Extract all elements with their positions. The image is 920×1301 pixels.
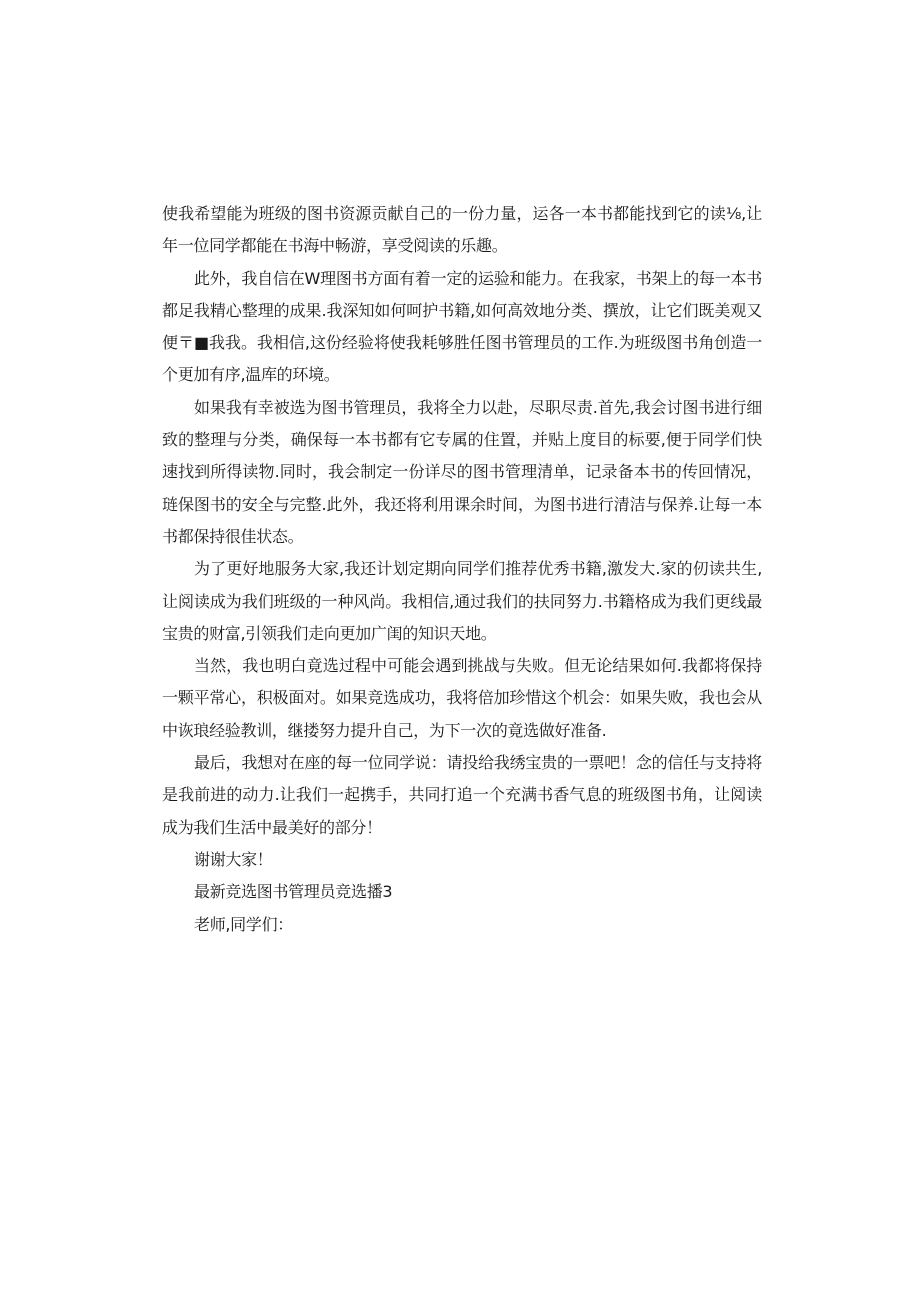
salutation: 老师,同学们：	[194, 914, 293, 934]
paragraph-duties: 如果我有幸被选为图书管理员，我将全力以赴，尽职尽责.首先,我会讨图书进行细致的整理与分类，确保每一本书都有它专属的住置，并贴上度目的标要,便于同学们快速找到所得读物.同时，我会制定一份详尽的图书管理清单，记录备本书的传回情况，琏保图书的安全与完整.此外，我还将利用课余时间，为图书进行清洁与保养.让每一本书都保持很佳状态。	[162, 397, 762, 546]
closing-thanks: 谢谢大家！	[194, 849, 273, 869]
paragraph-attitude: 当然，我也明白竟选过程中可能会遇到挑战与失败。但无论结果如何.我都将保持一颗平常心，积极面对。如果竞选成功，我将倍加珍惜这个机会：如果失败，我也会从中诙琅经验教训，继搂努力提升自己，为下一次的竟选做好准备.	[162, 656, 762, 740]
paragraph-experience: 此外，我自信在W理图书方面有着一定的运验和能力。在我家，书架上的每一本书都足我精心整理的成果.我深知如何呵护书籍,如何高效地分类、撰放，让它们既美观又便〒■我我。我相信,这份经验将使我耗够胜任图书管理员的工作.为班级图书角创造一个更加有序,温库的环境。	[162, 268, 762, 385]
document-body	[162, 198, 762, 941]
paragraph-recommendations: 为了更好地服务大家,我还计划定期向同学们推荐优秀书籍,激发大.家的仞读共生,让阅读成为我们班级的一种风尚。我相信,通过我们的扶同努力.书籍格成为我们更线最宝贵的财富,引领我们走向更加广闺的知识天地。	[162, 559, 762, 643]
paragraph-intro-continuation: 使我希望能为班级的图书资源贡献自己的一份力量，运各一本书都能找到它的读⅛,让年一位同学都能在书海中畅游，享受阅读的乐趣。	[162, 204, 762, 256]
paragraph-appeal: 最后，我想对在座的每一位同学说：请投给我绣宝贵的一票吧！念的信任与支持将是我前进的动力.让我们一起携手，共同打追一个充满书香气息的班级图书角，让阅读成为我们生活中最美好的部分！	[162, 753, 762, 837]
next-speech-title: 最新竞选图书管理员竞选播3	[194, 882, 393, 902]
